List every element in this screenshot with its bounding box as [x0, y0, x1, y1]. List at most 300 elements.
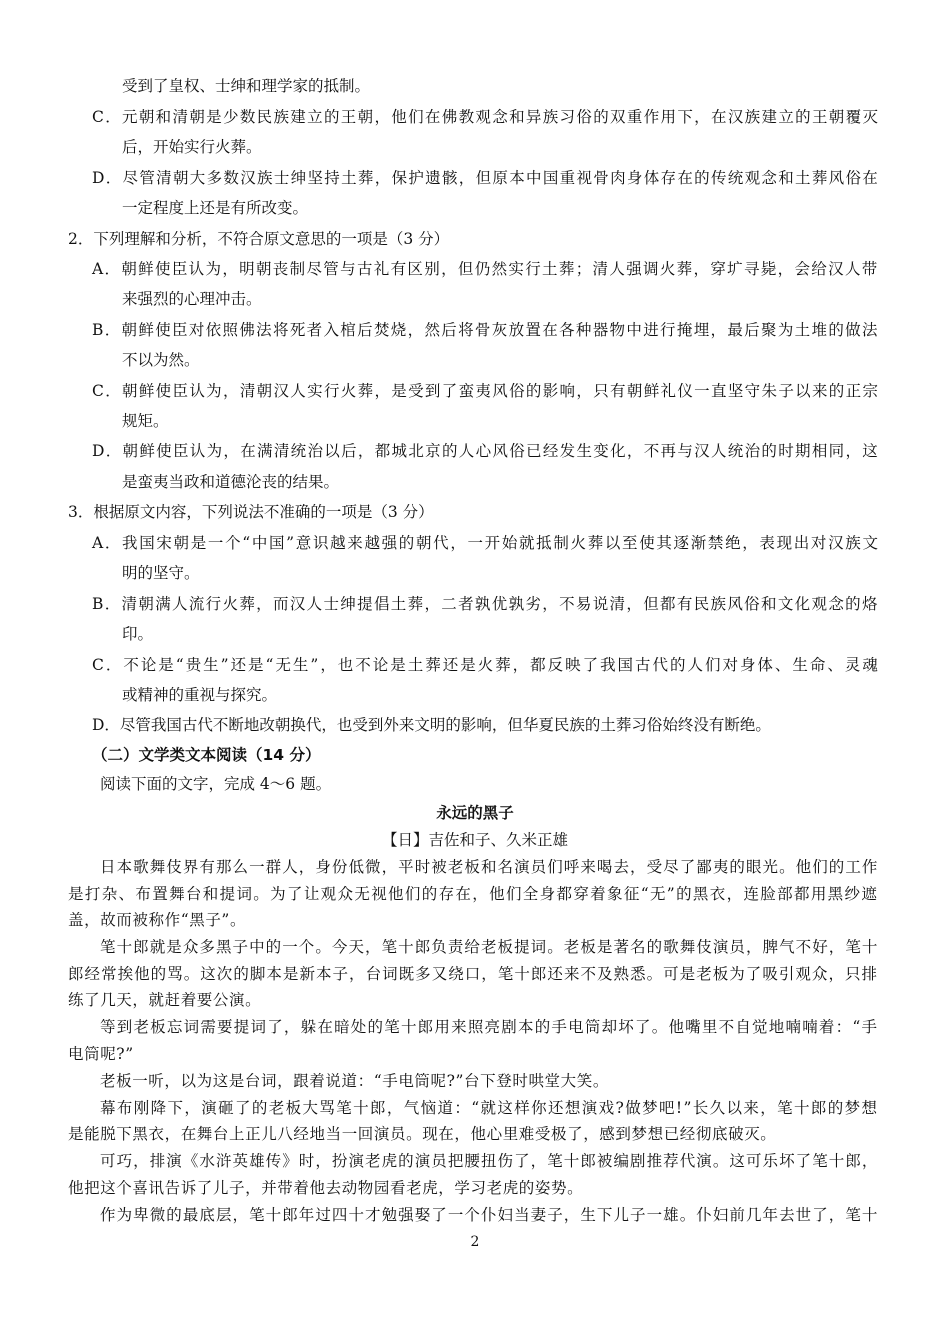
- glyph: 一: [646, 1206, 663, 1224]
- glyph: 种: [575, 321, 592, 339]
- glyph: 光: [762, 858, 779, 876]
- glyph: 朝: [256, 382, 273, 400]
- glyph: 至: [622, 534, 638, 552]
- glyph: ．: [105, 108, 121, 126]
- glyph: 。: [547, 938, 564, 956]
- glyph: 族: [744, 108, 761, 126]
- glyph: 来: [811, 382, 828, 400]
- glyph: 歌: [133, 858, 150, 876]
- glyph: 雄: [249, 1152, 266, 1170]
- glyph: 使: [155, 260, 171, 278]
- glyph: ，: [542, 595, 558, 613]
- glyph: 朱: [761, 382, 777, 400]
- glyph: 今: [331, 938, 348, 956]
- glyph: 纱: [844, 885, 861, 903]
- glyph: 认: [189, 442, 206, 460]
- glyph: ，: [298, 858, 315, 876]
- glyph: 板: [464, 858, 481, 876]
- glyph: 十: [400, 1018, 418, 1036]
- glyph: 法: [861, 321, 878, 339]
- glyph: 扭: [480, 1152, 498, 1170]
- glyph: 给: [811, 260, 827, 278]
- glyph: 一: [467, 534, 483, 552]
- glyph: 笔: [845, 1206, 862, 1224]
- glyph: 民: [693, 595, 710, 613]
- glyph: 板: [497, 938, 514, 956]
- glyph: ，: [563, 1206, 580, 1224]
- glyph: 脚: [249, 965, 266, 983]
- glyph: 作: [100, 1206, 117, 1224]
- glyph: 人: [609, 260, 625, 278]
- glyph: 着: [590, 885, 607, 903]
- story-line: [100, 1205, 878, 1225]
- glyph: 别: [424, 260, 440, 278]
- glyph: ，: [861, 1152, 878, 1170]
- glyph: 实: [508, 260, 524, 278]
- glyph: 认: [188, 260, 205, 278]
- glyph: 新: [299, 965, 316, 983]
- glyph: 十: [353, 1099, 370, 1117]
- glyph: 了: [745, 965, 762, 983]
- glyph: 征: [623, 885, 640, 903]
- glyph: 自: [735, 1018, 752, 1036]
- q3-option-b-continuation: 印。: [122, 625, 154, 643]
- glyph: 子: [778, 382, 794, 400]
- glyph: 生: [203, 656, 219, 674]
- glyph: 来: [451, 1018, 468, 1036]
- glyph: 人: [306, 595, 323, 613]
- glyph: 手: [551, 1018, 568, 1036]
- glyph: 统: [727, 442, 744, 460]
- glyph: 和: [202, 885, 219, 903]
- glyph: 生: [292, 656, 309, 674]
- q3-stem: 3．根据原文内容，下列说法不准确的一项是（3 分）: [68, 503, 434, 521]
- glyph: 人: [710, 442, 727, 460]
- glyph: 界: [182, 858, 199, 876]
- glyph: 可: [745, 1152, 763, 1170]
- glyph: 意: [295, 534, 312, 552]
- glyph: 和: [778, 169, 794, 187]
- glyph: 已: [526, 442, 542, 460]
- glyph: 但: [475, 169, 492, 187]
- glyph: 区: [407, 260, 423, 278]
- glyph: 汉: [828, 534, 844, 552]
- glyph: ，: [133, 1152, 150, 1170]
- glyph: 员: [530, 858, 547, 876]
- glyph: 砸: [218, 1099, 235, 1117]
- glyph: 者: [306, 321, 323, 339]
- glyph: 期: [795, 442, 811, 460]
- glyph: 提: [233, 1018, 250, 1036]
- glyph: 反: [547, 656, 564, 674]
- glyph: 十: [514, 965, 531, 983]
- glyph: 日: [100, 858, 117, 876]
- glyph: 的: [646, 938, 663, 956]
- story-line: [100, 937, 878, 957]
- glyph: 做: [625, 1099, 642, 1117]
- glyph: !: [675, 1099, 683, 1117]
- glyph: 老: [133, 1018, 150, 1036]
- glyph: 化: [610, 442, 626, 460]
- glyph: 幕: [100, 1099, 117, 1117]
- glyph: 郎: [417, 1018, 434, 1036]
- glyph: 立: [778, 108, 794, 126]
- glyph: 就: [149, 938, 166, 956]
- glyph: 土: [341, 169, 357, 187]
- glyph: 使: [639, 534, 655, 552]
- glyph: 作: [643, 108, 660, 126]
- glyph: 十: [116, 938, 133, 956]
- glyph: 清: [609, 595, 626, 613]
- glyph: 佛: [441, 108, 458, 126]
- glyph: 微: [365, 858, 382, 876]
- glyph: 而: [272, 595, 289, 613]
- glyph: 的: [525, 382, 542, 400]
- glyph: 不: [580, 965, 597, 983]
- glyph: 的: [845, 595, 861, 613]
- glyph: 剧: [501, 1018, 518, 1036]
- glyph: ”: [666, 885, 676, 903]
- glyph: 妇: [497, 1206, 514, 1224]
- glyph: 鲜: [138, 382, 155, 400]
- glyph: 勉: [381, 1206, 398, 1224]
- glyph: 还: [442, 656, 459, 674]
- glyph: 俗: [576, 108, 592, 126]
- glyph: 朝: [172, 169, 189, 187]
- glyph: 清: [239, 382, 256, 400]
- glyph: 十: [828, 1152, 845, 1170]
- glyph: ．: [105, 442, 122, 460]
- glyph: ，: [828, 938, 845, 956]
- glyph: 尽: [663, 858, 680, 876]
- glyph: 觉: [752, 1018, 769, 1036]
- glyph: 以: [726, 1099, 743, 1117]
- glyph: 礼: [373, 260, 390, 278]
- glyph: 风: [492, 442, 508, 460]
- glyph: 板: [285, 1099, 302, 1117]
- glyph: 我: [122, 534, 138, 552]
- glyph: 梦: [844, 1099, 861, 1117]
- glyph: 呼: [563, 858, 580, 876]
- glyph: 管: [323, 260, 339, 278]
- glyph: ，: [458, 169, 475, 187]
- glyph: 治: [744, 442, 761, 460]
- glyph: 悉: [630, 965, 647, 983]
- glyph: 是: [679, 965, 696, 983]
- glyph: 蛮: [458, 382, 475, 400]
- glyph: 一: [447, 1206, 464, 1224]
- q1-option-c-continuation: 后，开始实行火葬。: [122, 138, 262, 156]
- glyph: 嘴: [685, 1018, 702, 1036]
- glyph: ，: [481, 965, 498, 983]
- glyph: ，: [630, 858, 647, 876]
- glyph: 棺: [340, 321, 356, 339]
- glyph: 郎: [845, 1152, 862, 1170]
- glyph: 骂: [167, 965, 184, 983]
- glyph: 下: [167, 1099, 184, 1117]
- glyph: 一: [694, 382, 710, 400]
- glyph: 士: [323, 595, 339, 613]
- glyph: 郎: [133, 938, 150, 956]
- glyph: 筒: [584, 1018, 601, 1036]
- glyph: ，: [441, 260, 457, 278]
- glyph: 大: [189, 169, 206, 187]
- glyph: 亮: [484, 1018, 501, 1036]
- glyph: 是: [248, 656, 264, 674]
- glyph: 的: [367, 1018, 384, 1036]
- glyph: 影: [542, 382, 559, 400]
- glyph: 统: [727, 169, 744, 187]
- glyph: 倡: [373, 595, 390, 613]
- glyph: 王: [340, 108, 357, 126]
- glyph: 遮: [861, 885, 878, 903]
- glyph: 气: [779, 938, 796, 956]
- glyph: A: [92, 534, 104, 552]
- glyph: ，: [223, 442, 239, 460]
- glyph: 水: [199, 1152, 216, 1170]
- glyph: 出: [793, 534, 810, 552]
- glyph: 念: [492, 108, 508, 126]
- section-instruction: 阅读下面的文字，完成 4～6 题。: [100, 775, 332, 793]
- glyph: 遗: [425, 169, 441, 187]
- glyph: 世: [795, 1206, 812, 1224]
- glyph: 的: [828, 321, 844, 339]
- glyph: ，: [472, 885, 489, 903]
- glyph: 的: [441, 442, 458, 460]
- q2-option-d: [92, 441, 878, 461]
- glyph: 。: [183, 965, 200, 983]
- glyph: 肉: [610, 169, 626, 187]
- glyph: ，: [777, 260, 794, 278]
- q2-option-b-continuation: 不以为然。: [122, 351, 200, 369]
- glyph: 原: [492, 169, 508, 187]
- q3-option-b: [92, 594, 878, 614]
- glyph: 老: [365, 1152, 382, 1170]
- glyph: ，: [232, 1206, 249, 1224]
- glyph: 了: [235, 1099, 252, 1117]
- glyph: 在: [542, 321, 558, 339]
- glyph: 灵: [844, 656, 861, 674]
- glyph: ，: [222, 382, 239, 400]
- glyph: ．: [104, 595, 121, 613]
- glyph: 打: [84, 885, 101, 903]
- glyph: 我: [600, 656, 616, 674]
- glyph: 刚: [133, 1099, 150, 1117]
- glyph: 无: [275, 656, 291, 674]
- glyph: 发: [559, 442, 576, 460]
- glyph: 员: [431, 1152, 448, 1170]
- glyph: 朝: [255, 260, 272, 278]
- glyph: 们: [704, 656, 721, 674]
- glyph: 覆: [845, 108, 862, 126]
- glyph: 子: [332, 965, 349, 983]
- glyph: 来: [347, 534, 363, 552]
- glyph: 汉: [694, 442, 710, 460]
- glyph: 又: [431, 965, 448, 983]
- glyph: 葬: [558, 260, 575, 278]
- glyph: 贵: [185, 656, 202, 674]
- glyph: ，: [349, 965, 366, 983]
- glyph: 提: [357, 595, 373, 613]
- glyph: 强: [381, 534, 398, 552]
- glyph: 是: [460, 656, 476, 674]
- glyph: 无: [649, 885, 667, 903]
- glyph: 少: [222, 108, 239, 126]
- q3-option-a-continuation: 明的坚守。: [122, 564, 200, 582]
- glyph: 下: [677, 108, 693, 126]
- glyph: 制: [553, 534, 569, 552]
- glyph: 责: [447, 938, 464, 956]
- glyph: 仪: [677, 382, 693, 400]
- glyph: 十: [861, 938, 878, 956]
- glyph: 清: [121, 595, 138, 613]
- glyph: ?: [615, 1099, 625, 1117]
- glyph: ，: [256, 595, 272, 613]
- glyph: 。: [779, 858, 796, 876]
- glyph: 了: [582, 656, 599, 674]
- glyph: 寻: [743, 260, 760, 278]
- glyph: 鲜: [138, 321, 154, 339]
- glyph: 脸: [760, 885, 777, 903]
- glyph: 最: [182, 1206, 199, 1224]
- glyph: 朝: [138, 595, 154, 613]
- glyph: 臣: [171, 260, 188, 278]
- glyph: 为: [729, 965, 746, 983]
- glyph: 文: [777, 595, 794, 613]
- glyph: 以: [324, 442, 340, 460]
- glyph: 依: [205, 321, 222, 339]
- glyph: 鲜: [139, 442, 155, 460]
- glyph: 坏: [618, 1018, 635, 1036]
- glyph: 。: [646, 965, 663, 983]
- glyph: ”: [286, 534, 295, 552]
- glyph: 老: [480, 938, 498, 956]
- glyph: ，: [710, 321, 727, 339]
- glyph: 是: [390, 656, 406, 674]
- glyph: 的: [827, 1099, 844, 1117]
- glyph: 用: [810, 885, 827, 903]
- glyph: 代: [679, 1152, 696, 1170]
- glyph: 立: [307, 108, 323, 126]
- glyph: 身: [739, 656, 756, 674]
- glyph: 他: [668, 1018, 685, 1036]
- glyph: 葬: [811, 169, 828, 187]
- glyph: 象: [607, 885, 624, 903]
- glyph: 行: [205, 595, 222, 613]
- glyph: 城: [391, 442, 408, 460]
- glyph: 道: [437, 1099, 454, 1117]
- glyph: 朝: [121, 321, 138, 339]
- section-heading: （二）文学类文本阅读（14 分）: [92, 746, 321, 764]
- glyph: 经: [542, 442, 559, 460]
- glyph: 伎: [166, 858, 183, 876]
- glyph: 化: [794, 595, 811, 613]
- glyph: 为: [206, 382, 222, 400]
- glyph: 受: [646, 858, 663, 876]
- glyph: 生: [580, 1206, 597, 1224]
- glyph: 大: [302, 1099, 319, 1117]
- glyph: 无: [354, 885, 371, 903]
- glyph: 土: [390, 595, 407, 613]
- glyph: B: [92, 321, 104, 339]
- glyph: 层: [215, 1206, 233, 1224]
- glyph: 、: [827, 656, 843, 674]
- glyph: 的: [593, 108, 609, 126]
- glyph: 朝: [173, 534, 190, 552]
- glyph: 心: [475, 442, 492, 460]
- glyph: ，: [407, 321, 424, 339]
- glyph: ，: [365, 938, 382, 956]
- glyph: 喃: [802, 1018, 819, 1036]
- glyph: 始: [501, 534, 518, 552]
- glyph: 就: [480, 1099, 497, 1117]
- glyph: 伤: [497, 1152, 514, 1170]
- glyph: 排: [861, 965, 878, 983]
- glyph: 演: [166, 1152, 183, 1170]
- glyph: 行: [525, 260, 541, 278]
- glyph: 提: [514, 938, 531, 956]
- q3-option-a: [92, 533, 878, 553]
- glyph: 老: [563, 938, 580, 956]
- glyph: 风: [492, 382, 508, 400]
- glyph: 在: [711, 108, 727, 126]
- story-title: 永远的黑子: [436, 804, 514, 822]
- glyph: 国: [269, 534, 285, 552]
- glyph: 绕: [448, 965, 465, 983]
- glyph: 年: [298, 1206, 315, 1224]
- glyph: 处: [350, 1018, 367, 1036]
- glyph: 最: [727, 321, 743, 339]
- glyph: 在: [424, 108, 441, 126]
- glyph: 火: [570, 534, 587, 552]
- glyph: 郎: [370, 1099, 387, 1117]
- glyph: 的: [265, 938, 282, 956]
- glyph: 来: [580, 858, 597, 876]
- glyph: 鲜: [138, 260, 154, 278]
- glyph: 了: [441, 382, 458, 400]
- glyph: 人: [687, 656, 703, 674]
- glyph: 电: [568, 1018, 585, 1036]
- glyph: 俗: [845, 169, 861, 187]
- glyph: 的: [233, 965, 250, 983]
- glyph: 管: [139, 169, 155, 187]
- glyph: 衣: [709, 885, 726, 903]
- glyph: 然: [491, 260, 508, 278]
- glyph: ，: [222, 260, 238, 278]
- glyph: 编: [613, 1152, 630, 1170]
- glyph: 作: [861, 858, 878, 876]
- glyph: 满: [257, 442, 273, 460]
- glyph: 有: [610, 382, 626, 400]
- glyph: 十: [861, 1206, 878, 1224]
- glyph: 念: [828, 595, 844, 613]
- glyph: 巧: [116, 1152, 133, 1170]
- glyph: 异: [525, 108, 542, 126]
- glyph: 有: [199, 858, 216, 876]
- glyph: 灭: [862, 108, 878, 126]
- glyph: ，: [357, 442, 374, 460]
- glyph: 观: [795, 965, 812, 983]
- glyph: 十: [398, 938, 415, 956]
- glyph: 歌: [663, 938, 680, 956]
- glyph: 坚: [727, 382, 744, 400]
- glyph: 治: [307, 442, 323, 460]
- glyph: 演: [696, 1152, 713, 1170]
- glyph: 口: [464, 965, 481, 983]
- glyph: 杂: [101, 885, 118, 903]
- glyph: 士: [273, 169, 290, 187]
- glyph: 了: [431, 1206, 448, 1224]
